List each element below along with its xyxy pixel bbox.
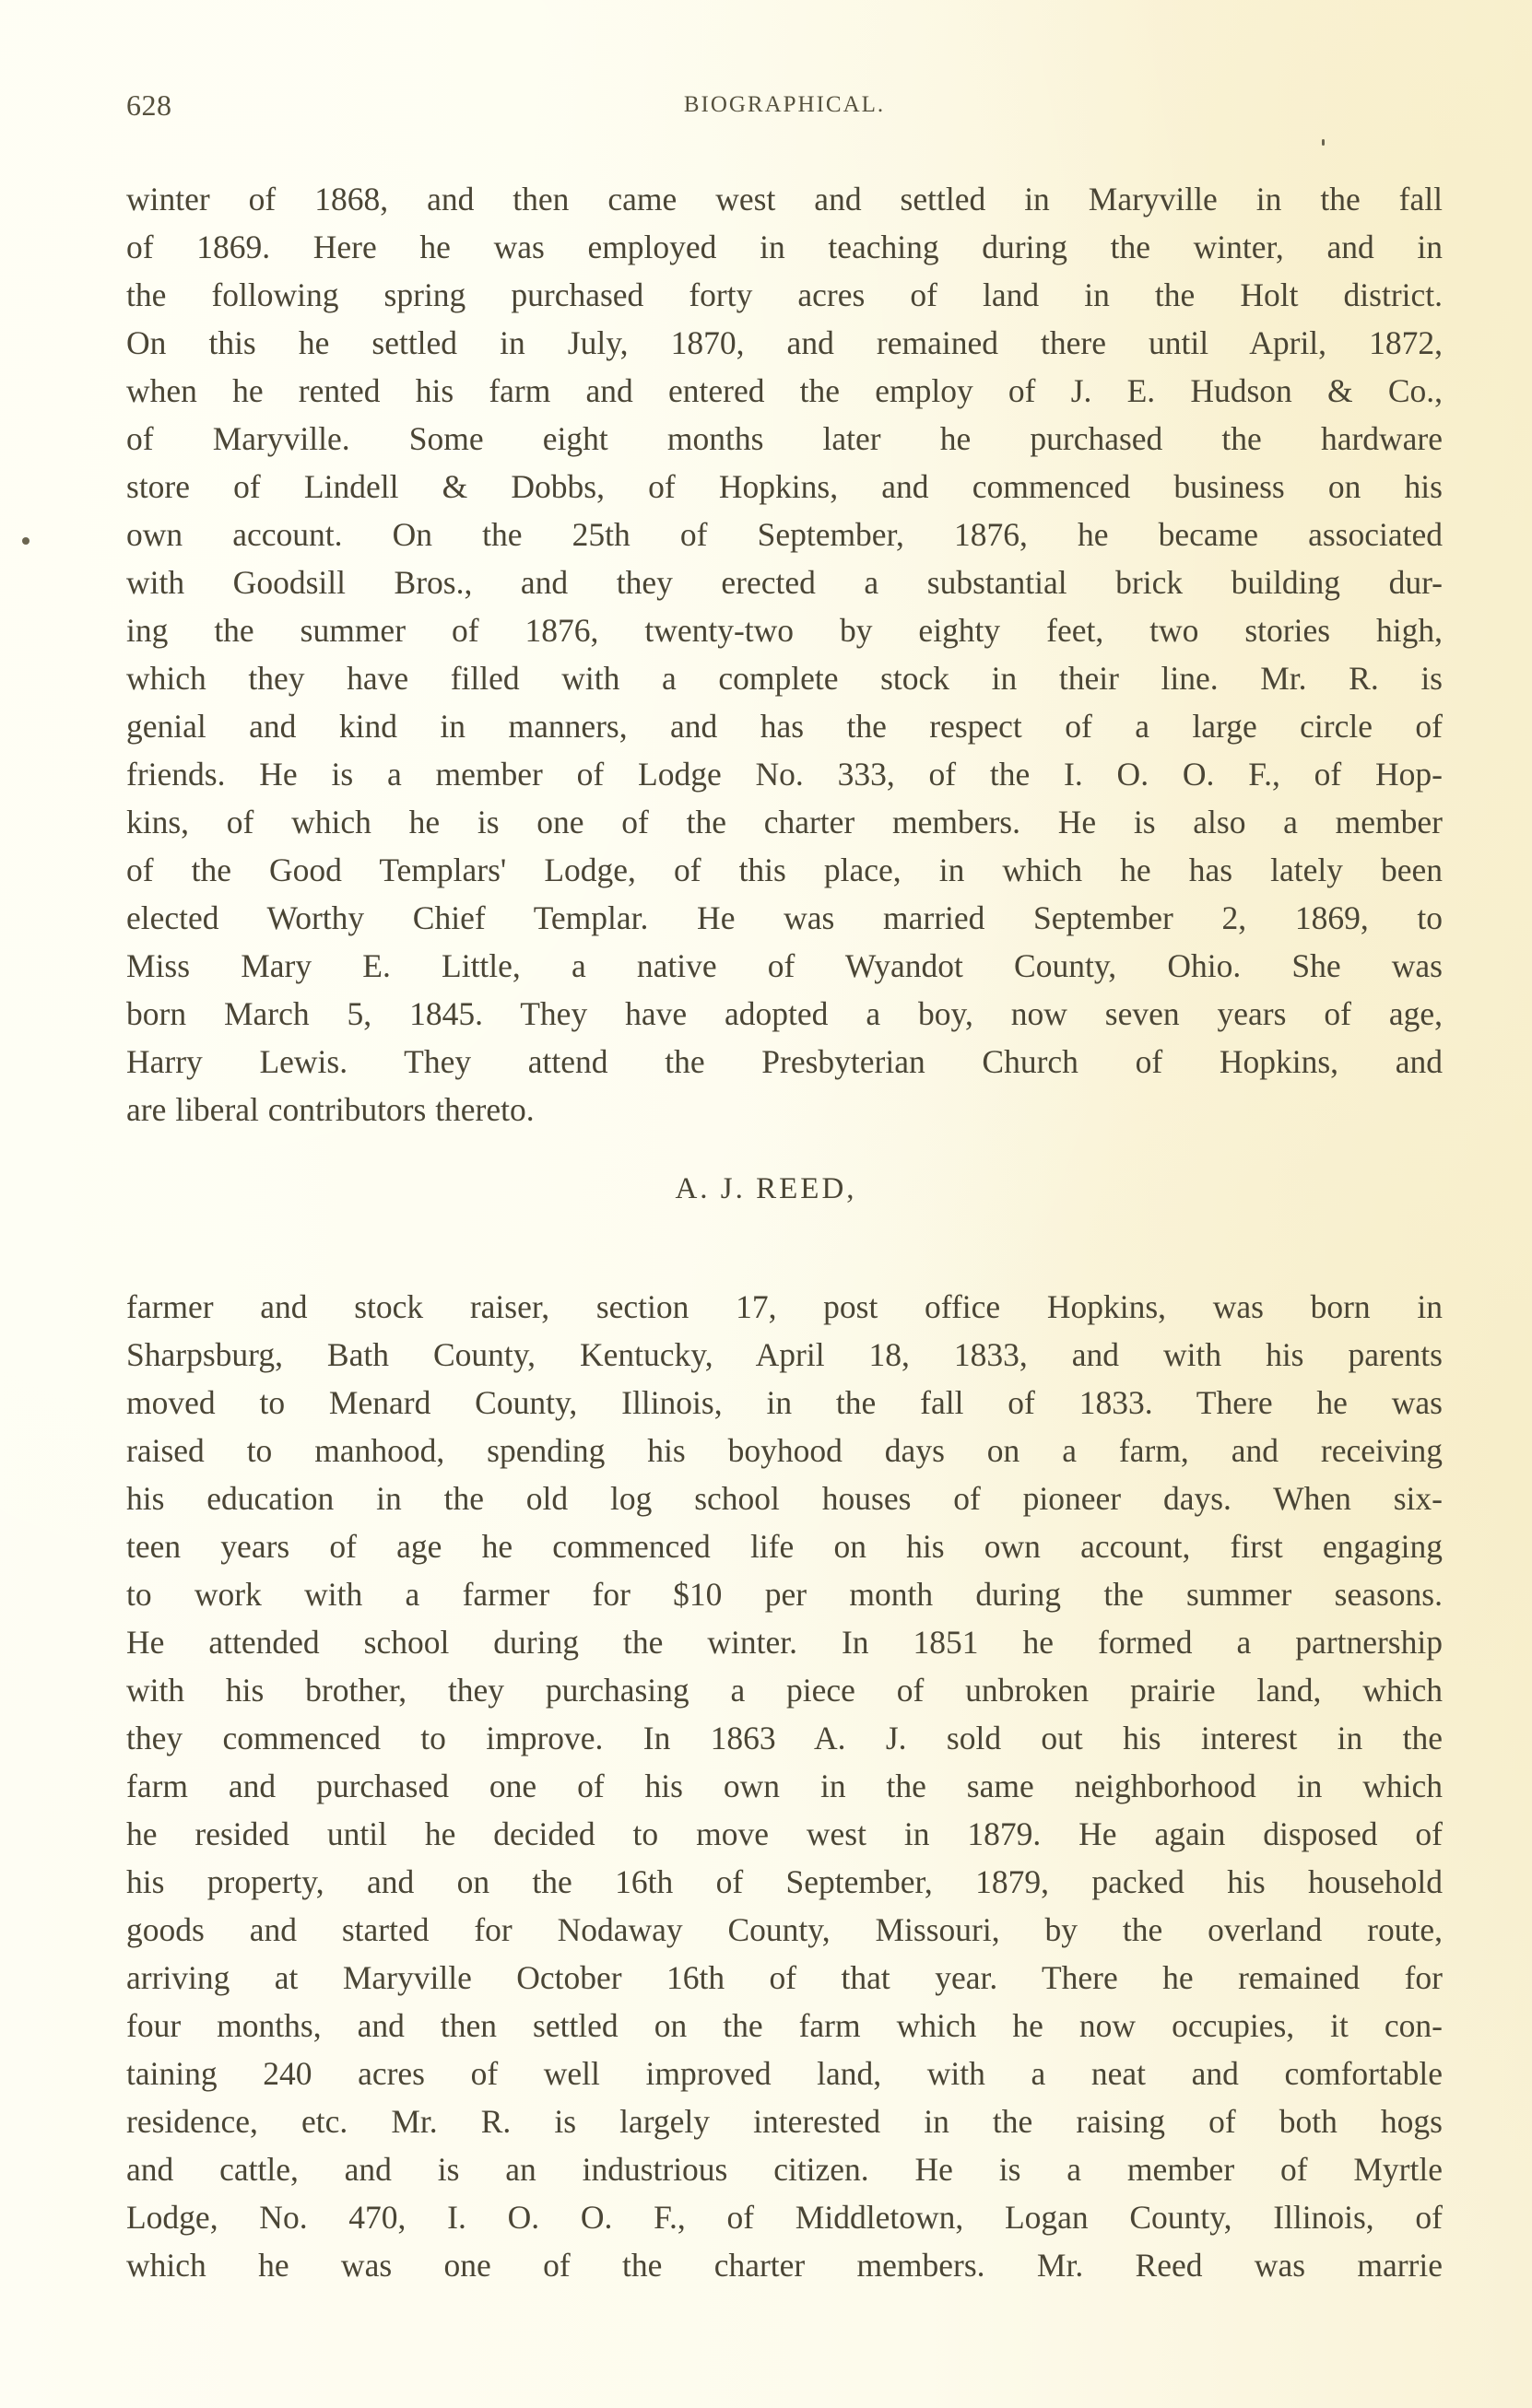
text-line: to work with a farmer for $10 per month during the summer seasons. xyxy=(126,1576,1443,1613)
text-line: the following spring purchased forty acres of land in the Holt district. xyxy=(126,276,1443,313)
text-line: winter of 1868, and then came west and settled in Maryville in the fall xyxy=(126,181,1443,217)
text-line: On this he settled in July, 1870, and remained there until April, 1872, xyxy=(126,324,1443,361)
text-line: Miss Mary E. Little, a native of Wyandot County, Ohio. She was xyxy=(126,947,1443,984)
text-line: Sharpsburg, Bath County, Kentucky, April 18, 1833, and with his parents xyxy=(126,1336,1443,1373)
text-line: store of Lindell & Dobbs, of Hopkins, and commenced business on his xyxy=(126,468,1443,505)
text-line: farmer and stock raiser, section 17, post office Hopkins, was born in xyxy=(126,1288,1443,1325)
section-heading: A. J. REED, xyxy=(675,1172,857,1205)
text-line: Lodge, No. 470, I. O. O. F., of Middletown, Logan County, Illinois, of xyxy=(126,2199,1443,2236)
running-head xyxy=(126,88,1443,129)
text-line: Harry Lewis. They attend the Presbyterian Church of Hopkins, and xyxy=(126,1043,1443,1080)
running-title: BIOGRAPHICAL. xyxy=(683,92,886,117)
text-line: when he rented his farm and entered the employ of J. E. Hudson & Co., xyxy=(126,372,1443,409)
page-number: 628 xyxy=(126,88,172,122)
text-line: arriving at Maryville October 16th of that year. There he remained for xyxy=(126,1959,1443,1996)
text-line: taining 240 acres of well improved land, with a neat and comfortable xyxy=(126,2055,1443,2092)
text-line: of Maryville. Some eight months later he purchased the hardware xyxy=(126,420,1443,457)
text-line: raised to manhood, spending his boyhood days on a farm, and receiving xyxy=(126,1432,1443,1469)
text-line: own account. On the 25th of September, 1876, he became associated xyxy=(126,516,1443,553)
text-line: are liberal contributors thereto. xyxy=(126,1091,535,1128)
paragraph-biography-continued xyxy=(126,175,1443,1134)
text-line: he resided until he decided to move west in 1879. He again disposed of xyxy=(126,1815,1443,1852)
text-line: friends. He is a member of Lodge No. 333, of the I. O. O. F., of Hop- xyxy=(126,756,1443,793)
text-line: with Goodsill Bros., and they erected a substantial brick building dur- xyxy=(126,564,1443,601)
text-line: of the Good Templars' Lodge, of this place, in which he has lately been xyxy=(126,852,1443,888)
ink-speck xyxy=(1322,139,1325,146)
text-line: his education in the old log school houses of pioneer days. When six- xyxy=(126,1480,1443,1517)
text-line: four months, and then settled on the farm which he now occupies, it con- xyxy=(126,2007,1443,2044)
text-line: farm and purchased one of his own in the same neighborhood in which xyxy=(126,1768,1443,1804)
text-line: born March 5, 1845. They have adopted a boy, now seven years of age, xyxy=(126,995,1443,1032)
text-line: goods and started for Nodaway County, Missouri, by the overland route, xyxy=(126,1911,1443,1948)
text-line: residence, etc. Mr. R. is largely interested in the raising of both hogs xyxy=(126,2103,1443,2140)
paragraph-biography-reed xyxy=(126,1283,1443,2289)
text-line: and cattle, and is an industrious citizen. He is a member of Myrtle xyxy=(126,2151,1443,2188)
text-line: with his brother, they purchasing a piece of unbroken prairie land, which xyxy=(126,1672,1443,1709)
text-line: teen years of age he commenced life on his own account, first engaging xyxy=(126,1528,1443,1565)
text-line: kins, of which he is one of the charter members. He is also a member xyxy=(126,804,1443,840)
text-line: elected Worthy Chief Templar. He was married September 2, 1869, to xyxy=(126,899,1443,936)
text-line: of 1869. Here he was employed in teaching during the winter, and in xyxy=(126,229,1443,265)
text-line: moved to Menard County, Illinois, in the fall of 1833. There he was xyxy=(126,1384,1443,1421)
text-line: ing the summer of 1876, twenty-two by eighty feet, two stories high, xyxy=(126,612,1443,649)
text-line: He attended school during the winter. In 1851 he formed a partnership xyxy=(126,1624,1443,1661)
ink-speck xyxy=(22,537,29,545)
text-line: they commenced to improve. In 1863 A. J. sold out his interest in the xyxy=(126,1720,1443,1756)
text-line: his property, and on the 16th of September, 1879, packed his household xyxy=(126,1863,1443,1900)
text-line: genial and kind in manners, and has the respect of a large circle of xyxy=(126,708,1443,745)
text-line: which he was one of the charter members. Mr. Reed was marrie xyxy=(126,2247,1443,2284)
text-line: which they have filled with a complete stock in their line. Mr. R. is xyxy=(126,660,1443,697)
